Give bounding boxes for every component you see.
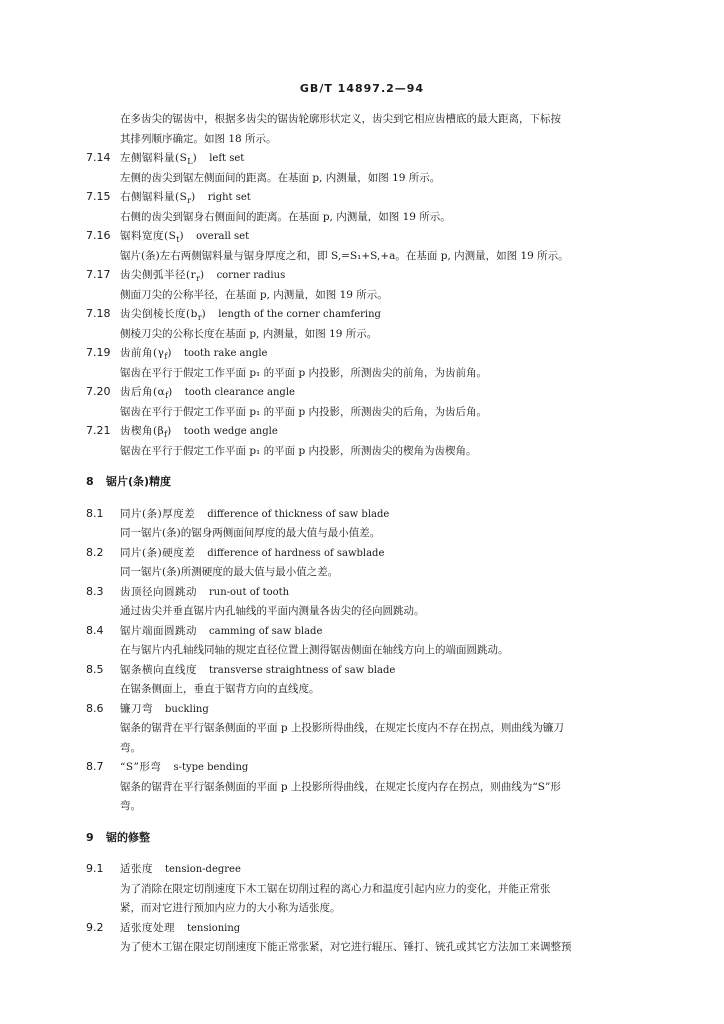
clause-8-7-number: 8.7	[86, 760, 104, 773]
clause-9-2-number: 9.2	[86, 920, 104, 934]
clause-8-2-term: 同片(条)硬度差	[120, 546, 196, 559]
clause-definition: 锯条的锯背在平行锯条侧面的平面 p 上投影所得曲线，在规定长度内不存在拐点，则曲线为镰刀	[120, 722, 564, 734]
clause-7-14-number: 7.14	[86, 151, 111, 164]
clause-7-15-term-close: )	[191, 191, 196, 203]
clause-9-1-term-english: tension-degree	[165, 864, 241, 875]
clause-definition: 侧棱刀尖的公称长度在基面 p, 内测量，如图 19 所示。	[120, 327, 378, 340]
clause-7-15-term-line	[120, 190, 664, 208]
clause-7-19-term-english: tooth rake angle	[183, 348, 268, 359]
clause-8-5-number: 8.5	[86, 662, 104, 676]
clause-7-16-term: 锯料宽度(S	[120, 230, 177, 242]
clause-8-3-term-english: run-out of tooth	[209, 586, 290, 598]
clause-7-16-term-line	[120, 229, 664, 247]
section-9-heading-title: 锯的修整	[106, 830, 150, 844]
clause-7-14-term-english: left set	[209, 153, 245, 164]
clause-8-6-term-line	[120, 702, 664, 717]
clause-7-18-term: 齿尖倒棱长度(b	[120, 308, 198, 320]
clause-8-5-term-english: transverse straightness of saw blade	[209, 664, 396, 676]
clause-7-14-term-subscript: L	[187, 157, 193, 167]
clause-definition: 锯片(条)左右两侧锯料量与锯身厚度之和，即 S,=S₁+S,+a。在基面 p, 内测量，如图 19 所示。	[120, 249, 569, 262]
clause-7-20-term: 齿后角(α	[120, 386, 166, 398]
clause-7-17-term-line	[120, 268, 664, 286]
clause-8-2-number: 8.2	[86, 545, 104, 559]
clause-7-16-term-subscript: t	[176, 235, 180, 245]
clause-8-7-term-english: s-type bending	[173, 762, 249, 773]
clause-7-20-term-subscript: f	[165, 391, 169, 401]
clause-definition: 锯条的锯背在平行锯条侧面的平面 p 上投影所得曲线，在规定长度内存在拐点，则曲线为“S”形	[120, 780, 561, 793]
clause-definition: 同一锯片(条)所测硬度的最大值与最小值之差。	[120, 566, 339, 578]
clause-definition: 锯齿在平行于假定工作平面 p₁ 的平面 p 内投影，所测齿尖的前角，为齿前角。	[120, 366, 488, 379]
clause-7-21-term: 齿楔角(β	[120, 425, 165, 437]
clause-8-3-term-line	[120, 585, 664, 600]
clause-7-20-term-english: tooth clearance angle	[184, 387, 295, 398]
clause-7-18-term-subscript: r	[197, 313, 202, 323]
clause-definition: 紧，而对它进行预加内应力的大小称为适张度。	[120, 902, 341, 914]
clause-7-16-term-close: )	[179, 230, 185, 242]
clause-7-17-term: 齿尖侧弧半径(r	[120, 269, 197, 281]
clause-7-18-number: 7.18	[86, 307, 111, 320]
section-9-heading-number: 9	[86, 830, 94, 844]
clause-7-15-number: 7.15	[86, 190, 111, 203]
clause-definition: 侧面刀尖的公称半径，在基面 p, 内测量，如图 19 所示。	[120, 288, 388, 301]
clause-7-20-term-line	[120, 385, 664, 403]
clause-7-21-number: 7.21	[86, 424, 111, 437]
clause-9-1-number: 9.1	[86, 862, 104, 875]
clause-definition: 在锯条侧面上，垂直于锯背方向的直线度。	[120, 683, 320, 695]
clause-7-18-term-line	[120, 307, 664, 325]
clause-7-16-number: 7.16	[86, 229, 111, 242]
clause-7-21-term-english: tooth wedge angle	[183, 426, 278, 437]
clause-7-19-term-subscript: f	[164, 352, 168, 362]
intro-line: 其排列顺序确定。如图 18 所示。	[120, 132, 277, 145]
clause-7-18-term-close: )	[201, 308, 207, 320]
clause-7-14-term-close: )	[192, 152, 198, 164]
clause-8-3-number: 8.3	[86, 584, 104, 598]
clause-8-7-term-line	[120, 760, 664, 775]
clause-8-4-term-english: camming of saw blade	[209, 625, 323, 637]
clause-definition: 同一锯片(条)的锯身两侧面间厚度的最大值与最小值差。	[120, 527, 381, 539]
clause-definition: 通过齿尖并垂直锯片内孔轴线的平面内测量各齿尖的径向圆跳动。	[120, 605, 425, 617]
page-header: GB/T 14897.2—94	[299, 82, 425, 95]
clause-7-19-number: 7.19	[86, 346, 111, 359]
clause-8-6-term: 镰刀弯	[120, 702, 153, 715]
clause-7-14-term-line	[120, 151, 664, 169]
clause-8-4-term: 锯片端面圆跳动	[120, 624, 197, 637]
clause-8-6-number: 8.6	[86, 701, 104, 715]
clause-definition: 左侧的齿尖到锯左侧面间的距离。在基面 p, 内测量，如图 19 所示。	[120, 171, 441, 184]
section-8-heading	[86, 475, 171, 489]
clause-8-1-term-english: difference of thickness of saw blade	[207, 508, 390, 520]
section-8-heading-title: 锯片(条)精度	[106, 475, 172, 488]
clause-definition: 右侧的齿尖到锯身右侧面间的距离。在基面 p, 内测量，如图 19 所示。	[120, 210, 451, 223]
clause-8-4-number: 8.4	[86, 623, 104, 637]
clause-8-1-term-line	[120, 507, 664, 522]
clause-8-6-term-english: buckling	[165, 703, 209, 715]
clause-7-17-term-close: )	[199, 269, 205, 281]
clause-8-2-term-line	[120, 546, 664, 561]
clause-8-4-term-line	[120, 624, 664, 639]
clause-8-7-term: “S”形弯	[120, 761, 162, 773]
intro-line: 在多齿尖的锯齿中，根据多齿尖的锯齿轮廓形状定义，齿尖到它相应齿槽底的最大距离，下标按	[120, 113, 561, 125]
clause-8-5-term-line	[120, 663, 664, 678]
clause-9-2-term-line	[120, 921, 664, 936]
clause-definition: 锯齿在平行于假定工作平面 p₁ 的平面 p 内投影，所测齿尖的楔角为齿楔角。	[120, 444, 477, 457]
clause-definition: 为了使木工锯在限定切削速度下能正常张紧，对它进行辊压、锤打、铳孔或其它方法加工来调整预	[120, 941, 572, 953]
clause-9-2-term: 适张度处理	[120, 921, 175, 934]
clause-8-5-term: 锯条横向直线度	[120, 663, 197, 676]
clause-9-1-term-line	[120, 862, 664, 877]
clause-definition: 弯。	[120, 800, 141, 812]
clause-7-15-term-subscript: r	[187, 196, 192, 206]
clause-7-17-term-subscript: r	[196, 274, 200, 284]
clause-7-21-term-line	[120, 424, 664, 442]
clause-8-1-term: 同片(条)厚度差	[120, 507, 196, 520]
clause-definition: 弯。	[120, 741, 141, 754]
clause-7-14-term: 左侧锯料量(S	[120, 152, 188, 164]
clause-7-15-term: 右侧锯料量(S	[120, 191, 188, 203]
clause-7-18-term-english: length of the corner chamfering	[218, 309, 381, 320]
clause-7-17-term-english: corner radius	[216, 270, 286, 281]
clause-7-21-term-close: )	[167, 425, 172, 437]
clause-7-19-term-line	[120, 346, 664, 364]
clause-7-19-term: 齿前角(γ	[120, 347, 165, 359]
clause-9-2-term-english: tensioning	[187, 922, 241, 934]
clause-7-19-term-close: )	[167, 347, 172, 359]
clause-7-21-term-subscript: f	[164, 430, 168, 440]
clause-7-16-term-english: overall set	[196, 231, 250, 242]
clause-definition: 为了消除在限定切削速度下木工锯在切削过程的离心力和温度引起内应力的变化，并能正常张	[120, 882, 551, 895]
clause-8-1-number: 8.1	[86, 506, 104, 520]
section-9-heading	[86, 831, 150, 845]
clause-7-17-number: 7.17	[86, 268, 111, 281]
clause-definition: 锯齿在平行于假定工作平面 p₁ 的平面 p 内投影，所测齿尖的后角，为齿后角。	[120, 405, 488, 418]
clause-definition: 在与锯片内孔轴线同轴的规定直径位置上测得锯齿侧面在轴线方向上的端面圆跳动。	[120, 644, 509, 656]
clause-7-15-term-english: right set	[207, 192, 251, 203]
section-8-heading-number: 8	[86, 475, 94, 488]
clause-8-3-term: 齿顶径向圆跳动	[120, 585, 197, 598]
clause-9-1-term: 适张度	[120, 863, 153, 875]
clause-7-20-term-close: )	[168, 386, 173, 398]
clause-8-2-term-english: difference of hardness of sawblade	[207, 547, 385, 559]
clause-7-20-number: 7.20	[86, 385, 111, 398]
